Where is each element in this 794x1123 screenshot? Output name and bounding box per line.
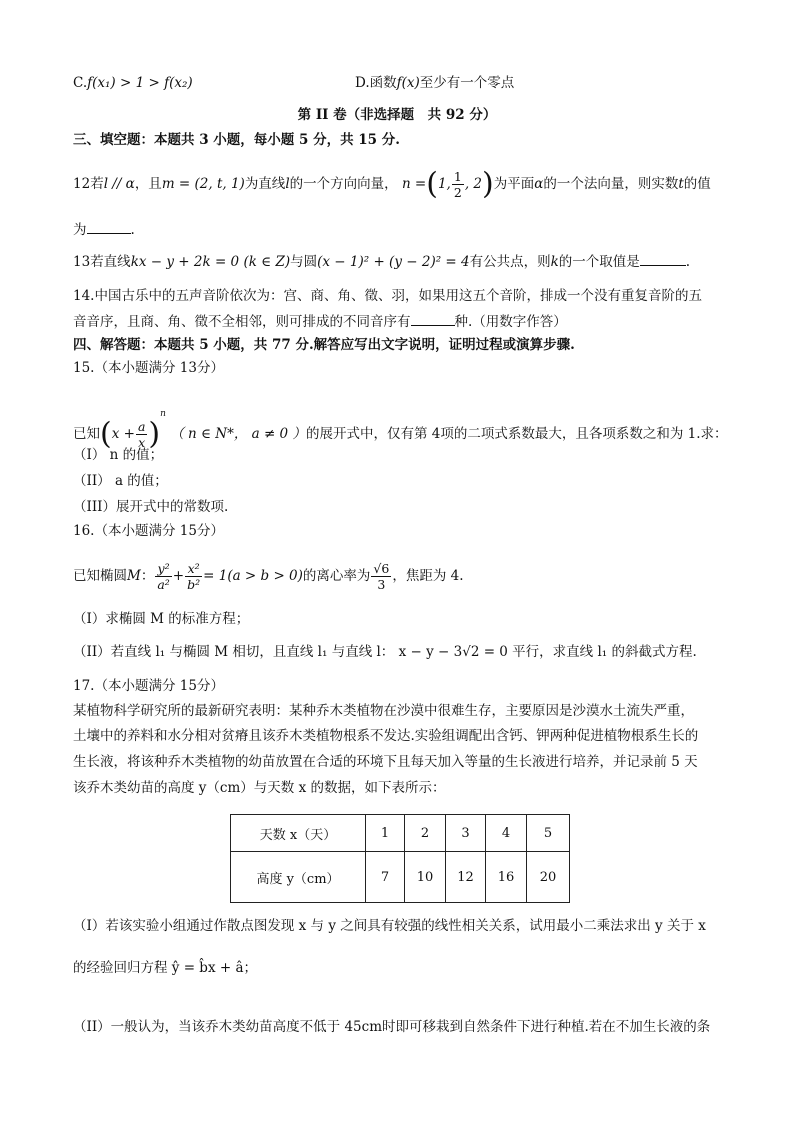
table-cell-height: 10: [405, 852, 446, 903]
q17-item1-line2: 的经验回归方程 ŷ = b̂x + â；: [73, 960, 258, 976]
table-header-heights: 高度 y（cm）: [231, 852, 366, 903]
q15-frac-num: a: [137, 419, 146, 434]
q13-text-c: 有公共点，则: [469, 254, 551, 270]
part4-heading: 四、解答题：本题共 5 小题，共 77 分.解答应写出文字说明，证明过程或演算步骤.: [73, 337, 575, 353]
q16-frac1-num: y²: [155, 561, 171, 577]
q12-frac-den: 2: [453, 185, 462, 200]
option-d-expr: f(x): [396, 75, 420, 91]
q14-text-a: 音音序，且商、角、徵不全相邻，则可排成的不同音序有: [73, 314, 411, 330]
q12-text-line2: 为: [73, 222, 87, 238]
q13-number: 13: [73, 254, 91, 270]
q13-answer-blank[interactable]: [640, 251, 686, 266]
q12-text-d: 的一个方向向量，: [289, 176, 398, 192]
q16-header: 16.（本小题满分 15分）: [73, 523, 224, 539]
q16-text-a: 已知椭圆: [73, 568, 127, 584]
q12-expr-alpha: α: [534, 176, 544, 192]
q14-text-b: 种.（用数字作答）: [454, 314, 567, 330]
question-12-line2: [73, 219, 135, 239]
q13-text-end: .: [685, 254, 691, 270]
table-cell-day: 1: [366, 815, 405, 852]
option-c: [73, 74, 193, 92]
q16-item1: （I）求椭圆 M 的标准方程；: [73, 611, 250, 627]
q16-equation-rhs: = 1(a > b > 0): [203, 568, 303, 584]
q15-exponent-n: n: [160, 409, 166, 419]
q12-text-f: 的一个法向量，则实数: [543, 176, 679, 192]
question-13: [73, 251, 690, 271]
q15-condition: （ n ∈ N*， a ≠ 0 ）: [170, 426, 306, 442]
table-cell-height: 16: [486, 852, 527, 903]
table-cell-height: 12: [446, 852, 486, 903]
table-cell-height: 20: [527, 852, 570, 903]
q16-expr-m: M: [127, 568, 141, 584]
q16-fraction-eccentricity: [371, 561, 391, 592]
q16-plus: +: [172, 568, 185, 584]
q14-answer-blank[interactable]: [411, 311, 455, 326]
q15-item2: （II） a 的值；: [73, 473, 168, 489]
q15-stem: [73, 392, 728, 456]
part3-heading: 三、填空题：本题共 3 小题，每小题 5 分，共 15 分.: [73, 132, 400, 148]
table-cell-height: 7: [366, 852, 405, 903]
table-cell-day: 2: [405, 815, 446, 852]
q16-frac3-den: 3: [377, 577, 386, 592]
q15-header: 15.（本小题满分 13分）: [73, 360, 224, 376]
q12-number: 12: [73, 176, 91, 192]
q17-line1: 某植物科学研究所的最新研究表明：某种乔木类植物在沙漠中很难生存，主要原因是沙漠水土流失严重，: [73, 703, 694, 719]
q16-frac2-num: x²: [185, 561, 202, 577]
q16-fraction-y: [155, 561, 171, 592]
q16-frac3-num: √6: [373, 561, 390, 576]
q12-vector-m: m = (2, t, 1): [161, 176, 245, 192]
section2-title: 第 II 卷（非选择题 共 92 分）: [297, 107, 497, 123]
q15-text-b: 的展开式中，仅有第 4项的二项式系数最大，且各项系数之和为 1.求：: [305, 426, 728, 442]
q17-header: 17.（本小题满分 15分）: [73, 678, 224, 694]
table-cell-day: 4: [486, 815, 527, 852]
q13-expr-k: k: [550, 254, 559, 270]
option-d-text-after: 至少有一个零点: [419, 75, 515, 91]
q12-vec-n-2: , 2: [464, 176, 482, 192]
q12-text-c: 为直线: [244, 176, 286, 192]
q16-frac1-den: a²: [157, 577, 170, 592]
question-14-line1: 14.中国古乐中的五声音阶依次为：宫、商、角、徵、羽，如果用这五个音阶，排成一个没有重复音阶的五: [73, 288, 702, 304]
q17-data-table: [230, 814, 570, 903]
q12-vec-n-1: 1,: [437, 176, 451, 192]
q12-answer-blank[interactable]: [87, 219, 131, 234]
q12-text-e: 为平面: [493, 176, 535, 192]
table-cell-day: 5: [527, 815, 570, 852]
question-14-line2: [73, 311, 567, 331]
q12-fraction: [452, 169, 464, 200]
q16-frac2-den: b²: [187, 577, 201, 592]
question-12: [73, 164, 711, 204]
q13-line-equation: kx − y + 2k = 0 (k ∈ Z): [130, 254, 291, 270]
option-d-text-before: 函数: [369, 75, 397, 91]
table-header-days: 天数 x（天）: [231, 815, 366, 852]
q16-text-c: ，焦距为 4.: [392, 568, 464, 584]
table-row-heights: [231, 852, 570, 903]
q15-expr-x: x +: [111, 426, 135, 442]
q15-paren-right: ): [148, 416, 161, 452]
q15-text-a: 已知: [73, 426, 100, 442]
q13-text-d: 的一个取值是: [558, 254, 640, 270]
q12-text-end: .: [130, 222, 135, 238]
table-row-days: [231, 815, 570, 852]
q15-item1: （I） n 的值；: [73, 447, 164, 463]
q16-stem: [73, 556, 464, 596]
q17-item2-line1: （II）一般认为，当该乔木类幼苗高度不低于 45cm时即可移栽到自然条件下进行种植.若在不加生长液的条: [73, 1019, 711, 1035]
q15-frac-den: x: [138, 435, 146, 450]
q12-expr-a: l // α: [103, 176, 135, 192]
q16-fraction-x: [185, 561, 202, 592]
q12-vector-n: n =: [401, 176, 427, 192]
q12-text-a: 若: [90, 176, 104, 192]
option-d: [355, 74, 514, 92]
option-d-label: D.: [355, 75, 370, 91]
q12-paren-right: ): [481, 166, 494, 202]
q13-text-a: 若直线: [90, 254, 131, 270]
q15-paren-left: (: [100, 416, 112, 452]
q12-paren-left: (: [426, 166, 438, 202]
q12-expr-l: l: [285, 176, 290, 192]
option-c-expr: f(x₁) > 1 > f(x₂): [87, 75, 193, 91]
q15-item3: （III）展开式中的常数项.: [73, 499, 229, 515]
q16-colon: ：: [140, 568, 155, 584]
q17-line3: 生长液，将该种乔木类植物的幼苗放置在合适的环境下且每天加入等量的生长液进行培养，并记录前 5 天: [73, 754, 698, 770]
q13-text-b: 与圆: [290, 254, 318, 270]
q17-line4: 该乔木类幼苗的高度 y（cm）与天数 x 的数据，如下表所示：: [73, 780, 446, 796]
q12-text-g: 的值: [683, 176, 711, 192]
table-cell-day: 3: [446, 815, 486, 852]
q13-circle-equation: (x − 1)² + (y − 2)² = 4: [317, 254, 470, 270]
q16-text-b: 的离心率为: [302, 568, 371, 584]
q12-expr-t: t: [678, 176, 684, 192]
q16-item2: （II）若直线 l₁ 与椭圆 M 相切，且直线 l₁ 与直线 l： x − y − 3√2 = 0 平行，求直线 l₁ 的斜截式方程.: [73, 644, 697, 660]
q17-item1-line1: （I）若该实验小组通过作散点图发现 x 与 y 之间具有较强的线性相关关系，试用最小二乘法求出 y 关于 x: [73, 918, 706, 934]
q12-frac-num: 1: [453, 169, 462, 184]
q17-line2: 土壤中的养料和水分相对贫瘠且该乔木类植物根系不发达.实验组调配出含钙、钾两种促进植物根系生长的: [73, 728, 699, 744]
q12-text-b: ，且: [134, 176, 162, 192]
option-c-label: C.: [73, 75, 88, 91]
